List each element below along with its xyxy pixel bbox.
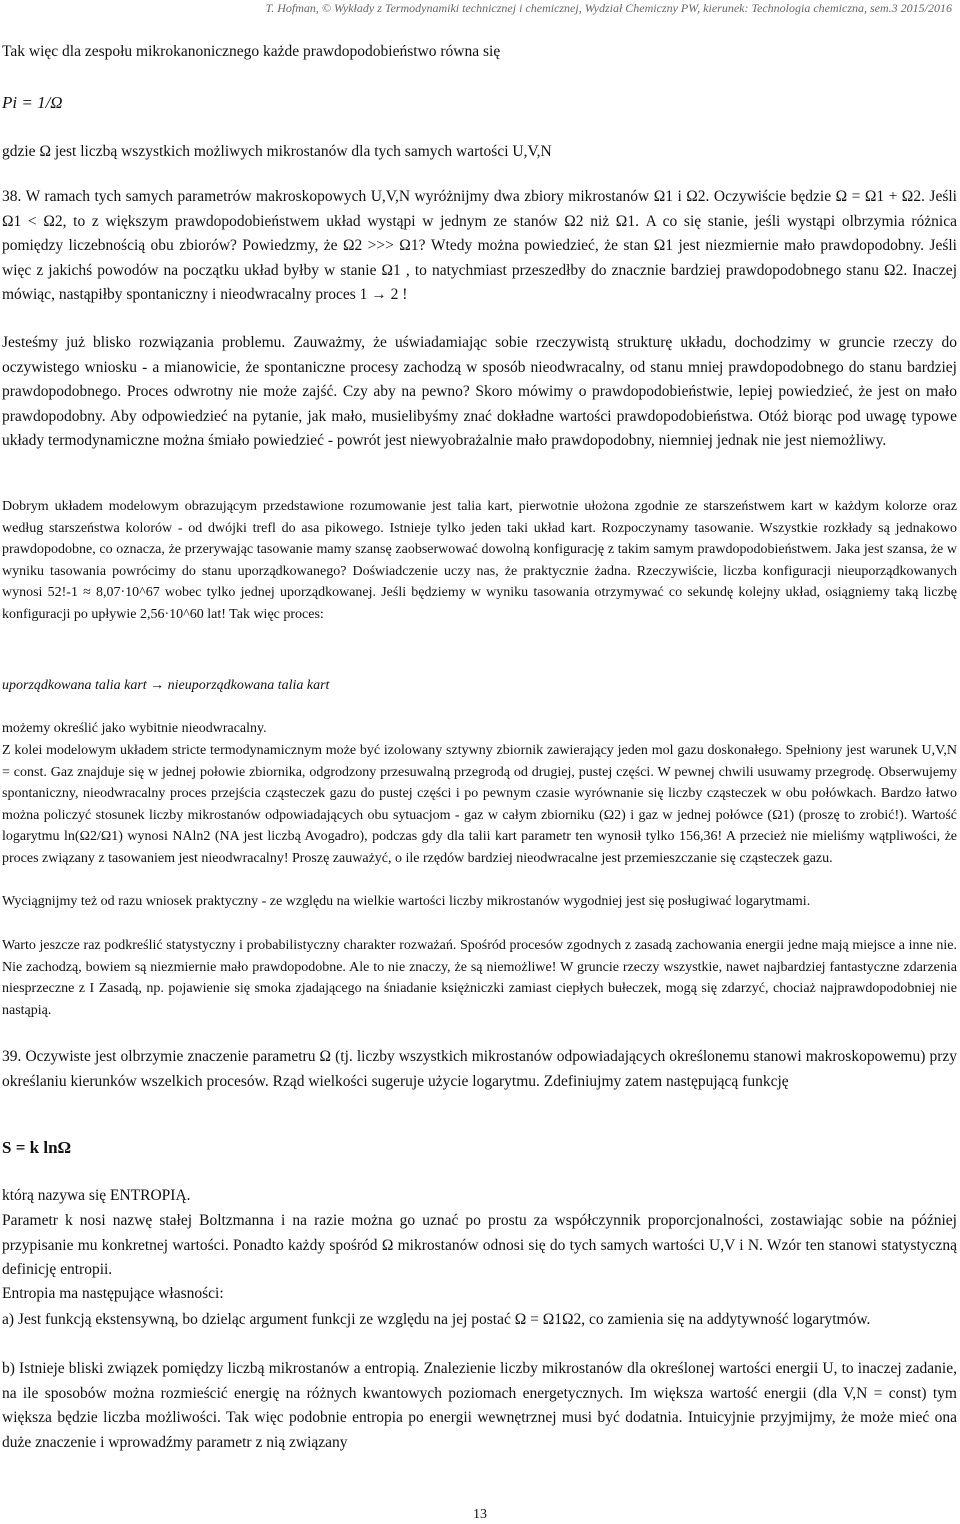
property-a: a) Jest funkcją ekstensywną, bo dzieląc argument funkcji ze względu na jej postać Ω = Ω1Ω2, co zamienia się na addytywność logarytmów. [2, 1311, 871, 1328]
paragraph-practical-conclusion: Wyciągnijmy też od razu wniosek praktyczny - ze względu na wielkie wartości liczby mikrostanów wygodniej jest się posługiwać logarytmami. [2, 894, 811, 909]
paragraph-properties-title: Entropia ma następujące własności: [2, 1285, 224, 1302]
paragraph-solution: Jesteśmy już blisko rozwiązania problemu. Zauważmy, że uświadamiając sobie rzeczywistą strukturę układu, dochodzimy w gruncie rzeczy do oczywistego wniosku - a mianowicie, że spontaniczne procesy zachodzą w sposób nieodwracalny, od stanu mniej prawdopodobnego do stanu bardziej prawdopodobnego. Proces odwrotny nie może zajść. Czy aby na pewno? Skoro mówimy o prawdopodobieństwie, lepiej powiedzieć, że jest on mało prawdopodobny. Aby odpowiedzieć na pytanie, jak mało, musielibyśmy znać dokładne wartości prawdopodobieństwa. Otóż biorąc pod uwagę typowe układy termodynamiczne można śmiało powiedzieć - powrót jest niewyobrażalnie mało prawdopodobny, niemniej jednak nie jest niemożliwy. [2, 334, 957, 449]
paragraph-39: 39. Oczywiste jest olbrzymie znaczenie parametru Ω (tj. liczby wszystkich mikrostanów odpowiadających określonemu stanowi makroskopowemu) przy określaniu kierunków wszelkich procesów. Rząd wielkości sugeruje użycie logarytmu. Zdefiniujmy zatem następującą funkcję [2, 1048, 957, 1090]
page-header: T. Hofman, © Wykłady z Termodynamiki technicznej i chemicznej, Wydział Chemiczny PW, kierunek: Technologia chemiczna, sem.3 2015/2016 [265, 1, 952, 15]
paragraph-gas-example: Z kolei modelowym układem stricte termodynamicznym może być izolowany sztywny zbiornik zawierający jeden mol gazu doskonałego. Spełniony jest warunek U,V,N = const. Gaz znajduje się w jednej połowie zbiornika, odgrodzony przesuwalną przegrodą od drugiej, pustej części. W pewnej chwili usuwamy przegrodę. Obserwujemy spontaniczny, nieodwracalny proces przejścia cząsteczek gazu do pustej części i po pewnym czasie wyrównanie się liczby cząsteczek w obu połówkach. Bardzo łatwo można policzyć stosunek liczby mikrostanów odpowiadających obu sytuacjom - gaz w całym zbiorniku (Ω2) i gaz w jednej połówce (Ω1) (proszę to zrobić!). Wartość logarytmu ln(Ω2/Ω1) wynosi NAln2 (NA jest liczbą Avogadro), podczas gdy dla talii kart parametr ten wynosił tylko 156,36! A przecież nie mieliśmy wątpliwości, że proces związany z tasowaniem jest nieodwracalny! Proszę zauważyć, o ile rzędów bardziej nieodwracalne jest przemieszczanie się cząsteczek gazu. [2, 743, 957, 866]
page-number: 13 [473, 1507, 487, 1522]
paragraph-irreversible: możemy określić jako wybitnie nieodwracalny. [2, 721, 267, 736]
paragraph-entropy-name: którą nazywa się ENTROPIĄ. [2, 1187, 191, 1204]
paragraph-cards-example: Dobrym układem modelowym obrazującym przedstawione rozumowanie jest talia kart, pierwotnie ułożona zgodnie ze starszeństwem kart w każdym kolorze oraz według starszeństwa kolorów - od dwójki trefl do asa pikowego. Istnieje tylko jeden taki układ kart. Rozpoczynamy tasowanie. Wszystkie rozkłady są jednakowo prawdopodobne, co oznacza, że przerywając tasowanie mamy szansę zaobserwować dowolną konfigurację z takim samym prawdopodobieństwem. Jaka jest szansa, że w wyniku tasowania powrócimy do stanu uporządkowanego? Doświadczenie uczy nas, że praktycznie żadna. Rzeczywiście, liczba konfiguracji nieuporządkowanych wynosi 52!-1 ≈ 8,07·10^67 wobec tylko jednej uporządkowanej. Jeśli będziemy w wyniku tasowania otrzymywać co sekundę kolejny układ, osiągniemy taką liczbę konfiguracji po upływie 2,56·10^60 lat! Tak więc proces: [2, 499, 957, 622]
equation-probability: Pi = 1/Ω [2, 93, 63, 112]
equation-entropy: S = k lnΩ [2, 1138, 72, 1157]
paragraph-omega-definition: gdzie Ω jest liczbą wszystkich możliwych mikrostanów dla tych samych wartości U,V,N [2, 143, 552, 160]
paragraph-38: 38. W ramach tych samych parametrów makroskopowych U,V,N wyróżnijmy dwa zbiory mikrostanów Ω1 i Ω2. Oczywiście będzie Ω = Ω1 + Ω2. Jeśli Ω1 < Ω2, to z większym prawdopodobieństwem układ wystąpi w jednym ze stanów Ω2 niż Ω1. A co się stanie, jeśli wystąpi olbrzymia różnica pomiędzy liczebnością obu zbiorów? Powiedzmy, że Ω2 >>> Ω1? Wtedy można powiedzieć, że stan Ω1 jest niezmiernie mało prawdopodobny. Jeśli więc z jakichś powodów na początku układ byłby w stanie Ω1 , to natychmiast przeszedłby do znacznie bardziej prawdopodobnego stanu Ω2. Inaczej mówiąc, nastąpiłby spontaniczny i nieodwracalny proces 1 → 2 ! [2, 188, 957, 303]
paragraph-statistical: Warto jeszcze raz podkreślić statystyczny i probabilistyczny charakter rozważań. Spośród procesów zgodnych z zasadą zachowania energii jedne mają miejsce a inne nie. Nie zachodzą, bowiem są niezmiernie mało prawdopodobne. Ale to nie znaczy, że są niemożliwe! W gruncie rzeczy wszystkie, nawet najbardziej fantastyczne zdarzenia niesprzeczne z I Zasadą, np. pojawienie się smoka zjadającego na śniadanie księżniczki zamiast ciepłych bułeczek, mogą się zdarzyć, chociaż najprawdopodobniej nie nastąpią. [2, 938, 957, 1018]
paragraph-boltzmann: Parametr k nosi nazwę stałej Boltzmanna i na razie można go uznać po prostu za współczynnik proporcjonalności, zostawiając sobie na później przypisanie mu konkretnej wartości. Ponadto każdy spośród Ω mikrostanów odnosi się do tych samych wartości U,V i N. Wzór ten stanowi statystyczną definicję entropii. [2, 1212, 957, 1278]
process-cards: uporządkowana talia kart → nieuporządkowana talia kart [2, 678, 330, 693]
property-b: b) Istnieje bliski związek pomiędzy liczbą mikrostanów a entropią. Znalezienie liczby mikrostanów dla określonej wartości energii U, to inaczej zadanie, na ile sposobów można rozmieścić energię na różnych kwantowych poziomach energetycznych. Im większa wartość energii (dla V,N = const) tym większa będzie liczba możliwości. Tak więc podobnie entropia po energii wewnętrznej musi być dodatnia. Intuicyjnie przyjmijmy, że może mieć ona duże znaczenie i wprowadźmy parametr z nią związany [2, 1360, 957, 1451]
paragraph-intro: Tak więc dla zespołu mikrokanonicznego każde prawdopodobieństwo równa się [2, 43, 501, 60]
